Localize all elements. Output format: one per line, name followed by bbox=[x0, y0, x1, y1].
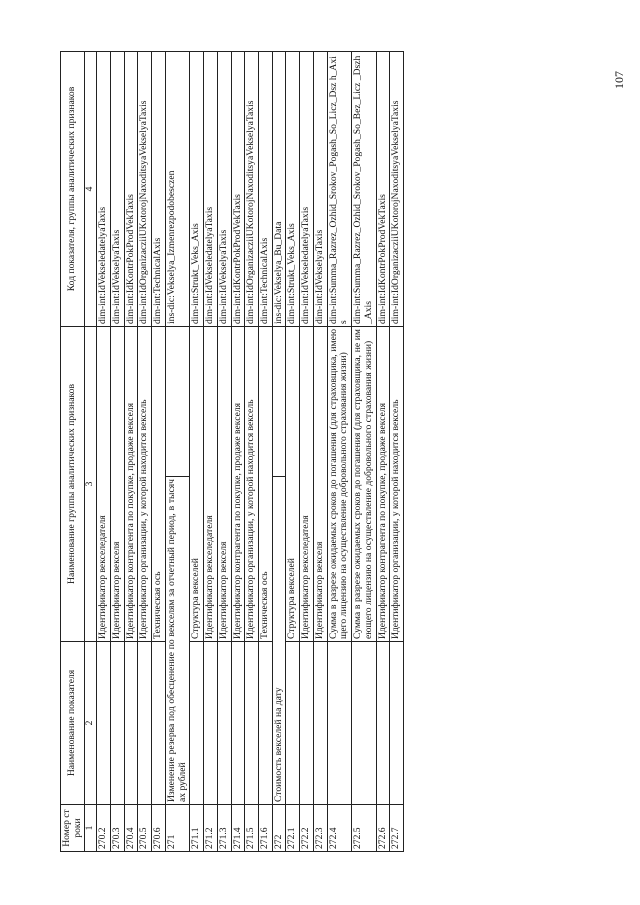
group-code: dim-int:IdVekseledatelyaTaxis bbox=[97, 51, 111, 326]
header-group-code: Код показателя, группы аналитических признаков bbox=[61, 51, 85, 326]
group-code: dim-int:IdKontrPokProdVekTaxis bbox=[376, 51, 390, 326]
group-name: Идентификатор организации, у которой находится вексель bbox=[390, 326, 404, 641]
row-number: 270.3 bbox=[110, 805, 124, 852]
indicator-name bbox=[124, 642, 138, 805]
table-row bbox=[204, 51, 218, 851]
table-row bbox=[300, 51, 314, 851]
group-name: Идентификатор векселя bbox=[313, 326, 327, 641]
group-name: Техническая ось bbox=[152, 326, 166, 641]
table-row bbox=[327, 51, 351, 851]
group-code: dim-int:IdVekselyaTaxis bbox=[110, 51, 124, 326]
row-number: 270.6 bbox=[152, 805, 166, 852]
group-name bbox=[272, 326, 286, 476]
indicator-name bbox=[259, 642, 273, 805]
header-row-number: Номер строки bbox=[61, 805, 85, 852]
group-code: dim-int:IdVekselyaTaxis bbox=[217, 51, 231, 326]
group-name: Идентификатор контрагента по покупке, продаже векселя bbox=[124, 326, 138, 641]
indicator-name bbox=[300, 642, 314, 805]
group-name: Идентификатор контрагента по покупке, продаже векселя bbox=[231, 326, 245, 641]
table-row bbox=[286, 51, 300, 851]
row-number: 271.4 bbox=[231, 805, 245, 852]
group-name: Идентификатор векселедателя bbox=[97, 326, 111, 641]
row-number: 272.3 bbox=[313, 805, 327, 852]
row-number: 271.3 bbox=[217, 805, 231, 852]
group-code: dim-int:IdVekseledatelyaTaxis bbox=[204, 51, 218, 326]
group-code: dim-int:IdOrganizacziiUKotorojNaxoditsyaVekselyaTaxis bbox=[390, 51, 404, 326]
table-row bbox=[152, 51, 166, 851]
indicator-name bbox=[152, 642, 166, 805]
group-name: Структура векселей bbox=[190, 326, 204, 641]
group-code: dim-int:Summa_Razrez_Ozhid_Srokov_Pogash_So_Bez_Licz _Dszh_Axis bbox=[352, 51, 376, 326]
group-name: Техническая ось bbox=[259, 326, 273, 641]
group-code: dim-int:IdOrganizacziiUKotorojNaxoditsyaVekselyaTaxis bbox=[138, 51, 152, 326]
header-indicator-name: Наименование показателя bbox=[61, 642, 85, 805]
header-index-4: 4 bbox=[85, 51, 97, 326]
group-name: Идентификатор векселедателя bbox=[300, 326, 314, 641]
indicator-name bbox=[352, 642, 376, 805]
group-name: Идентификатор векселя bbox=[110, 326, 124, 641]
group-code: ins-dic:Vekselya_Bu_Data bbox=[272, 51, 286, 326]
row-number: 272.1 bbox=[286, 805, 300, 852]
group-name bbox=[165, 326, 189, 476]
table-index-row bbox=[85, 51, 97, 851]
indicator-name bbox=[190, 642, 204, 805]
indicator-name bbox=[327, 642, 351, 805]
table-row bbox=[313, 51, 327, 851]
row-number: 272.6 bbox=[376, 805, 390, 852]
group-code: dim-int:IdVekselyaTaxis bbox=[313, 51, 327, 326]
group-name: Структура векселей bbox=[286, 326, 300, 641]
row-number: 272.4 bbox=[327, 805, 351, 852]
row-number: 272.2 bbox=[300, 805, 314, 852]
header-index-1: 1 bbox=[85, 805, 97, 852]
row-number: 270.2 bbox=[97, 805, 111, 852]
group-name: Идентификатор организации, у которой находится вексель bbox=[138, 326, 152, 641]
table-row bbox=[259, 51, 273, 851]
table-row bbox=[190, 51, 204, 851]
table-row bbox=[245, 51, 259, 851]
group-code: ins-dic:Vekselya_Izmenrezpodobesczen bbox=[165, 51, 189, 326]
row-number: 272 bbox=[272, 805, 286, 852]
indicator-name bbox=[231, 642, 245, 805]
group-code: dim-int:IdOrganizacziiUKotorojNaxoditsyaVekselyaTaxis bbox=[245, 51, 259, 326]
indicator-name bbox=[138, 642, 152, 805]
group-code: dim-int:TechnicalAxis bbox=[259, 51, 273, 326]
indicator-name bbox=[286, 642, 300, 805]
row-number: 270.4 bbox=[124, 805, 138, 852]
table-row bbox=[97, 51, 111, 851]
row-number: 272.7 bbox=[390, 805, 404, 852]
indicator-name bbox=[376, 642, 390, 805]
page-number: 107 bbox=[612, 71, 626, 89]
table-row bbox=[390, 51, 404, 851]
indicator-name bbox=[204, 642, 218, 805]
indicator-name bbox=[97, 642, 111, 805]
header-group-name: Наименование группы аналитических признаков bbox=[61, 326, 85, 641]
table-row bbox=[165, 51, 189, 851]
table-row bbox=[138, 51, 152, 851]
header-index-3: 3 bbox=[85, 326, 97, 641]
group-name: Идентификатор векселя bbox=[217, 326, 231, 641]
row-number: 271 bbox=[165, 805, 189, 852]
group-name: Сумма в разрезе ожидаемых сроков до погашения (для страховщика, не имеющего лицензию на осуществление добровольного страхования жизни) bbox=[352, 326, 376, 641]
group-name: Идентификатор векселедателя bbox=[204, 326, 218, 641]
row-number: 271.6 bbox=[259, 805, 273, 852]
table-row bbox=[272, 51, 286, 851]
group-code: dim-int:Strukt_Veks_Axis bbox=[190, 51, 204, 326]
indicator-name bbox=[217, 642, 231, 805]
indicator-name: Стоимость векселей на дату bbox=[272, 477, 286, 805]
group-code: dim-int:Strukt_Veks_Axis bbox=[286, 51, 300, 326]
group-code: dim-int:TechnicalAxis bbox=[152, 51, 166, 326]
table-row bbox=[110, 51, 124, 851]
indicator-name bbox=[390, 642, 404, 805]
group-name: Идентификатор организации, у которой находится вексель bbox=[245, 326, 259, 641]
table-header-row bbox=[61, 51, 85, 851]
header-index-2: 2 bbox=[85, 642, 97, 805]
indicator-table-wrapper bbox=[60, 52, 580, 852]
indicator-name: Изменение резерва под обесценение по векселям за отчетный период, в тысячах рублей bbox=[165, 477, 189, 805]
group-name: Сумма в разрезе ожидаемых сроков до погашения (для страховщика, имеющего лицензию на осуществление добровольного страхования жизни) bbox=[327, 326, 351, 641]
group-name: Идентификатор контрагента по покупке, продаже векселя bbox=[376, 326, 390, 641]
row-number: 270.5 bbox=[138, 805, 152, 852]
row-number: 272.5 bbox=[352, 805, 376, 852]
indicator-name bbox=[313, 642, 327, 805]
indicator-name bbox=[245, 642, 259, 805]
group-code: dim-int:IdKontrPokProdVekTaxis bbox=[124, 51, 138, 326]
row-number: 271.5 bbox=[245, 805, 259, 852]
table-row bbox=[352, 51, 376, 851]
table-row bbox=[124, 51, 138, 851]
row-number: 271.1 bbox=[190, 805, 204, 852]
group-code: dim-int:Summa_Razrez_Ozhid_Srokov_Pogash_So_Licz_Dsz h_Axis bbox=[327, 51, 351, 326]
group-code: dim-int:IdKontrPokProdVekTaxis bbox=[231, 51, 245, 326]
group-code: dim-int:IdVekseledatelyaTaxis bbox=[300, 51, 314, 326]
indicator-name bbox=[110, 642, 124, 805]
table-row bbox=[217, 51, 231, 851]
indicator-table bbox=[60, 51, 404, 852]
table-row bbox=[231, 51, 245, 851]
row-number: 271.2 bbox=[204, 805, 218, 852]
table-row bbox=[376, 51, 390, 851]
